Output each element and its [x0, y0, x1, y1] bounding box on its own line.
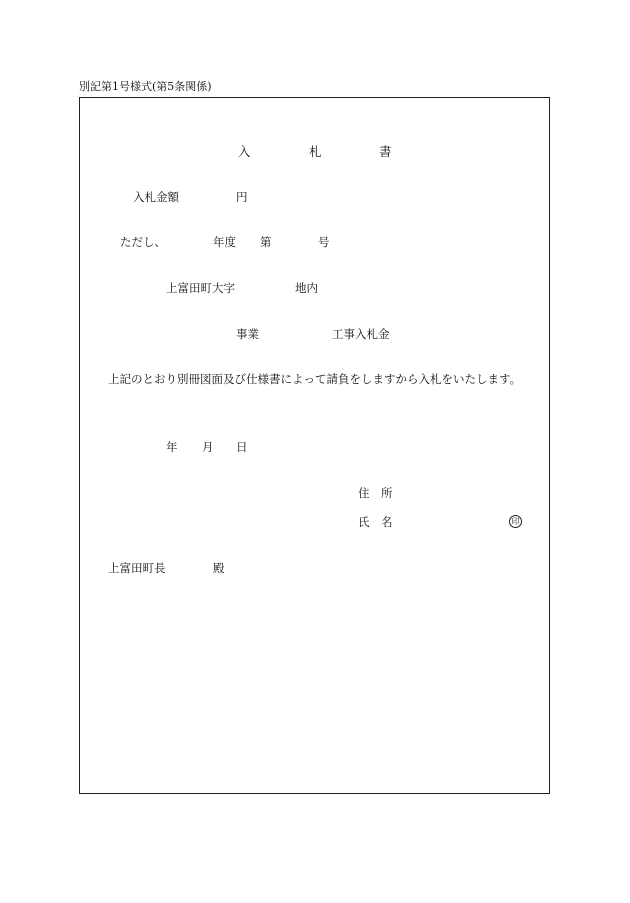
bid-statement: 上記のとおり別冊図面及び仕様書によって請負をしますから入札をいたします。 [108, 372, 522, 386]
date-day: 日 [236, 440, 248, 454]
name-label: 氏 名 [358, 515, 393, 529]
bid-amount-label: 入札金額 [133, 190, 179, 204]
fiscal-year-label: 年度 [213, 235, 236, 249]
title-char-1: 入 [238, 144, 251, 159]
seal-mark-icon: 印 [509, 515, 522, 528]
go-label: 号 [318, 235, 330, 249]
proviso-prefix: ただし、 [120, 235, 166, 249]
form-header: 別記第1号様式(第5条関係) [79, 80, 212, 93]
location-town: 上富田町大字 [166, 281, 235, 295]
project-jigyo-label: 事業 [236, 327, 259, 341]
addressee-honorific: 殿 [213, 561, 225, 575]
date-month: 月 [202, 440, 214, 454]
title-char-3: 書 [379, 144, 392, 159]
date-year: 年 [166, 440, 178, 454]
dai-label: 第 [260, 235, 272, 249]
bid-amount-unit: 円 [236, 190, 248, 204]
title-char-2: 札 [309, 144, 322, 159]
project-koji-label: 工事入札金 [332, 327, 390, 341]
addressee-mayor: 上富田町長 [108, 561, 166, 575]
location-suffix: 地内 [295, 281, 318, 295]
address-label: 住 所 [358, 486, 393, 500]
